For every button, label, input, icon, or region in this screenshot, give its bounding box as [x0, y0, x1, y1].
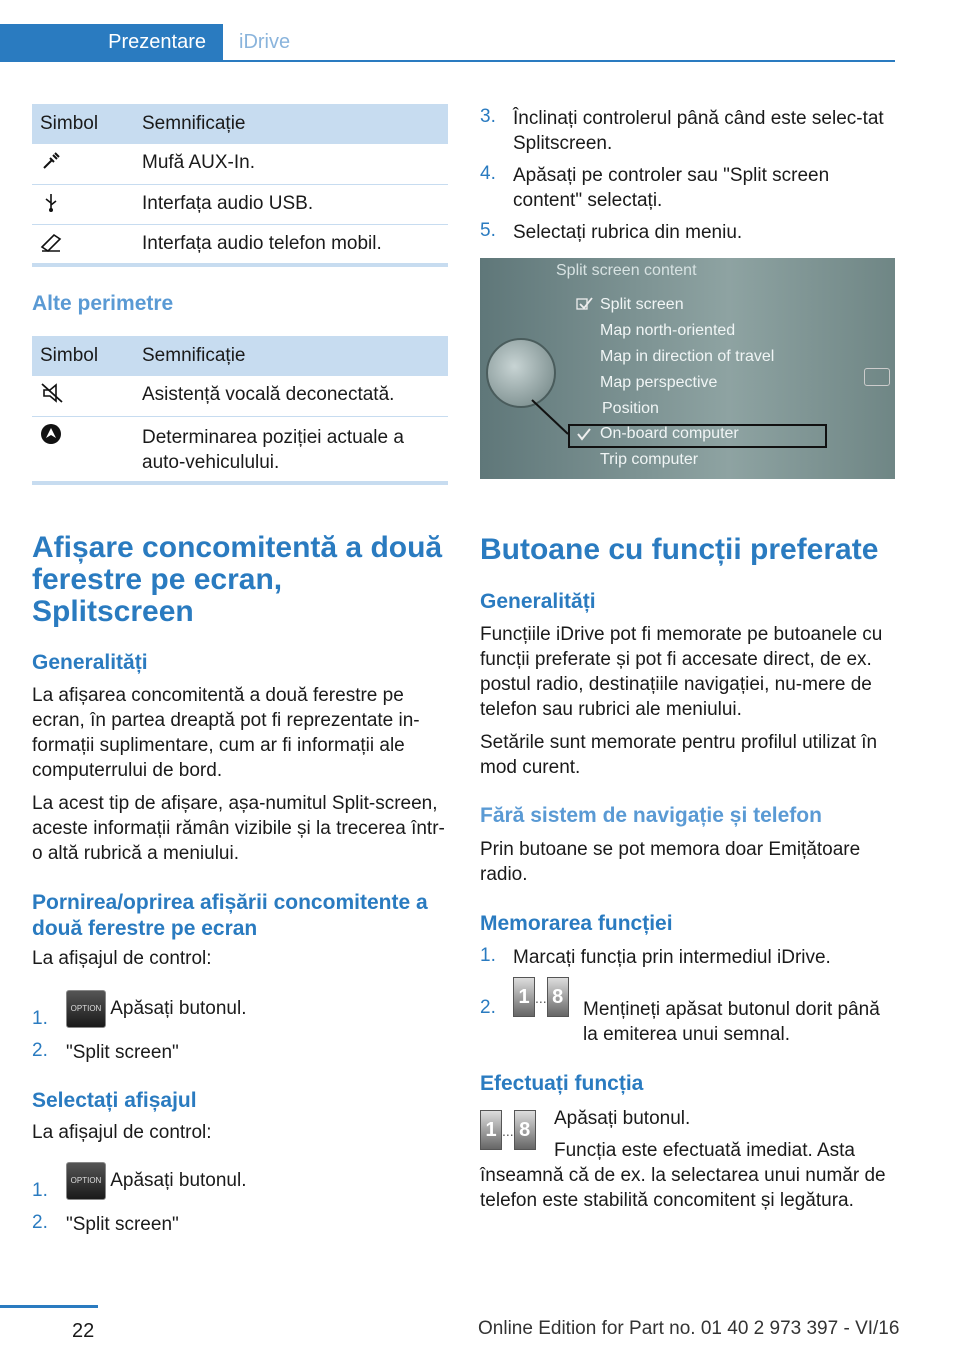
paragraph: La acest tip de afișare, așa-numitul Split-screen, aceste informații rămân vizibile și la trecerea într-o altă rubrică a meniului. [32, 793, 445, 864]
list-item: "Split screen" [66, 1214, 179, 1235]
menu-item[interactable]: Map perspective [600, 374, 718, 391]
page-number: 22 [72, 1320, 95, 1342]
list-item: "Split screen" [66, 1042, 179, 1063]
header-tabs [0, 24, 895, 62]
menu-item[interactable]: Map north-oriented [600, 322, 736, 339]
paragraph: La afișajul de control: [32, 1122, 212, 1143]
paragraph: La afișarea concomitentă a două ferestre pe ecran, în partea dreaptă pot fi reprezentate in-formații suplimentare, cum ar fi informații ale computerrului de bord. [32, 685, 420, 781]
menu-item[interactable]: On-board computer [600, 425, 739, 442]
section-heading: Generalități [32, 651, 148, 674]
table-end-bar [32, 263, 448, 267]
table-cell: Interfața audio USB. [142, 184, 448, 224]
aux-plug-icon [40, 150, 62, 172]
list-item: OPTION Apăsați butonul. [66, 1162, 247, 1200]
paragraph: Prin butoane se pot memora doar Emițătoare radio. [480, 839, 861, 885]
table-cell: Determinarea poziției actuale a auto-vehiculului. [142, 416, 448, 482]
paragraph: La afișajul de control: [32, 948, 212, 969]
symbol-table-1 [32, 104, 448, 265]
splitscreen-title: Afișare concomitentă a două ferestre pe ecran, Splitscreen [32, 531, 443, 628]
paragraph: Apăsați butonul. [554, 1108, 691, 1129]
favorite-keys-icon: 1 ... 8 [480, 1110, 536, 1150]
favorites-title: Butoane cu funcții preferate [480, 533, 879, 566]
table-header: Simbol [32, 104, 142, 144]
section-heading: Alte perimetre [32, 292, 174, 315]
footer-line [0, 1305, 98, 1308]
menu-item[interactable]: Map in direction of travel [600, 348, 775, 365]
section-heading: Efectuați funcția [480, 1072, 644, 1095]
position-icon [40, 423, 62, 445]
section-heading: Generalități [480, 590, 596, 613]
table-header: Semnificație [142, 104, 448, 144]
favorite-keys-icon: 1 ... 8 [513, 977, 569, 1017]
symbol-table-2 [32, 336, 448, 483]
usb-icon [40, 191, 62, 213]
pointer-line [530, 398, 572, 438]
table-end-bar [32, 481, 448, 485]
paragraph: Setările sunt memorate pentru profilul utilizat în mod curent. [480, 732, 878, 778]
idrive-screen-image [480, 258, 895, 479]
list-item: Înclinați controlerul până când este selec-tat Splitscreen. [513, 108, 884, 154]
section-heading: Memorarea funcției [480, 912, 673, 935]
voice-off-icon [40, 382, 64, 404]
table-cell: Mufă AUX-In. [142, 144, 448, 184]
list-item: OPTION Apăsați butonul. [66, 990, 247, 1028]
screen-side-icon [864, 368, 890, 386]
table-cell: Interfața audio telefon mobil. [142, 224, 448, 264]
list-item: Apăsați pe controler sau "Split screen content" selectați. [513, 165, 830, 211]
menu-item[interactable]: Trip computer [600, 451, 699, 468]
mobile-phone-icon [40, 231, 64, 253]
menu-item[interactable]: Split screen [600, 296, 684, 313]
section-heading: Pornirea/oprirea afișării concomitente a două ferestre pe ecran [32, 891, 428, 940]
table-header: Semnificație [142, 336, 448, 376]
list-item: Mențineți apăsat butonul dorit până la emiterea unui semnal. [583, 999, 880, 1045]
paragraph: Funcțiile iDrive pot fi memorate pe butoanele cu funcții preferate și pot fi accesate direct, de ex. postul radio, destinațiile navigației, nu-mere de telefon sau rubrici ale meniului. [480, 624, 883, 720]
paragraph: Funcția este efectuată imediat. Asta înseamnă că de ex. la selectarea unui număr de telefon este stabilită concomitent și legătura. [480, 1140, 886, 1211]
check-icon [576, 426, 592, 442]
section-heading: Fără sistem de navigație și telefon [480, 804, 822, 827]
menu-item[interactable]: Position [602, 400, 659, 417]
table-cell: Asistență vocală deconectată. [142, 376, 448, 416]
screen-header: Split screen content [556, 262, 697, 279]
tab-prezentare[interactable]: Prezentare [0, 24, 223, 60]
option-button-icon: OPTION [66, 990, 106, 1028]
list-item: Marcați funcția prin intermediul iDrive. [513, 947, 831, 968]
checkbox-icon [576, 296, 594, 312]
table-header: Simbol [32, 336, 142, 376]
tab-underline [0, 60, 895, 62]
list-item: Selectați rubrica din meniu. [513, 222, 743, 243]
option-button-icon: OPTION [66, 1162, 106, 1200]
edition-text: Online Edition for Part no. 01 40 2 973 397 - VI/16 [478, 1318, 900, 1339]
tab-idrive[interactable]: iDrive [239, 31, 291, 53]
section-heading: Selectați afișajul [32, 1089, 197, 1112]
